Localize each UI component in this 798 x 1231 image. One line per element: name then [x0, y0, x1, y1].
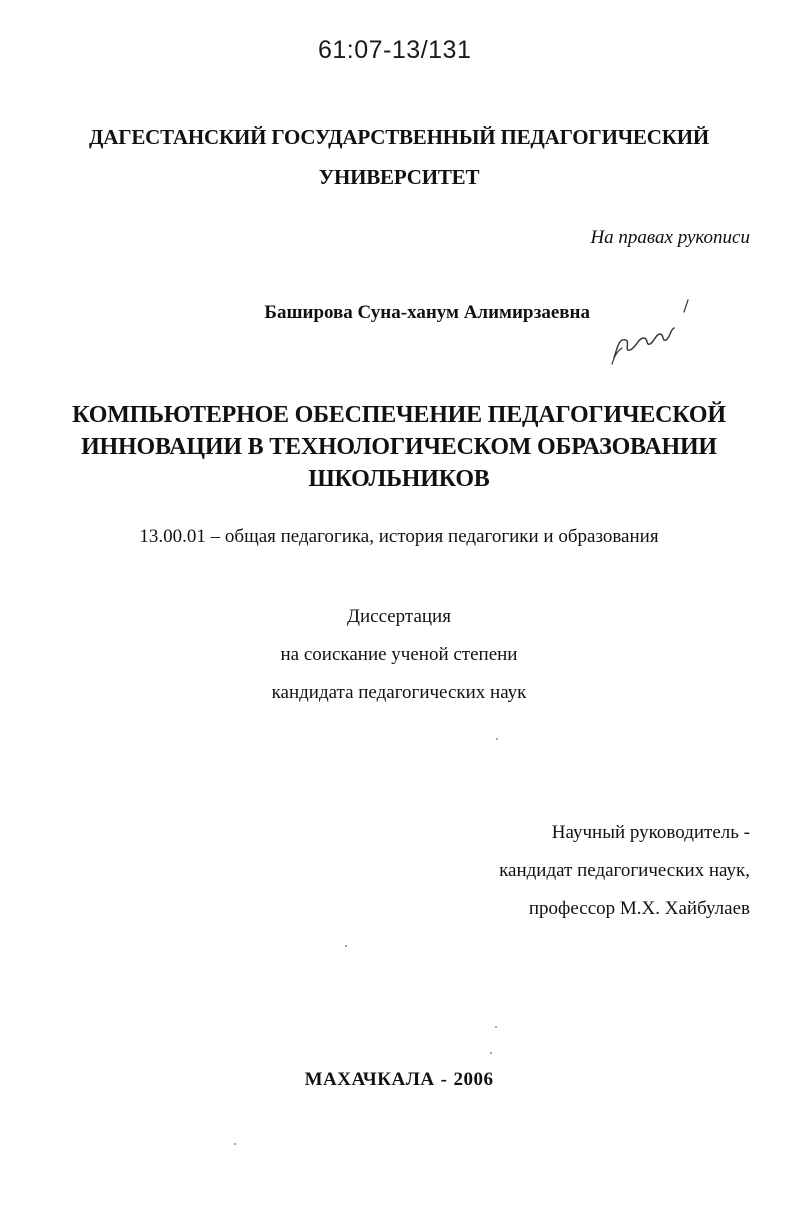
- author-name: Баширова Суна-ханум Алимирзаевна: [264, 302, 590, 323]
- thesis-title-line-3: ШКОЛЬНИКОВ: [308, 466, 490, 492]
- scan-speck: [490, 1052, 492, 1054]
- city-name: МАХАЧКАЛА: [304, 1069, 435, 1090]
- institution-name: [0, 117, 798, 197]
- thesis-title-line-1: КОМПЬЮТЕРНОЕ ОБЕСПЕЧЕНИЕ ПЕДАГОГИЧЕСКОЙ: [72, 402, 726, 428]
- institution-line-2: УНИВЕРСИТЕТ: [318, 165, 480, 189]
- supervisor-line-2: кандидат педагогических наук,: [499, 860, 750, 881]
- degree-line-2: на соискание ученой степени: [280, 644, 518, 665]
- place-and-year: [0, 1069, 798, 1091]
- scan-speck: [496, 738, 498, 740]
- scan-speck: [234, 1143, 236, 1145]
- institution-line-1: ДАГЕСТАНСКИЙ ГОСУДАРСТВЕННЫЙ ПЕДАГОГИЧЕСКИЙ: [89, 125, 709, 149]
- signature-image: [604, 294, 700, 366]
- catalog-number: 61:07-13/131: [318, 36, 472, 64]
- scan-speck: [345, 945, 347, 947]
- year: 2006: [453, 1069, 494, 1090]
- scan-speck: [495, 1026, 497, 1028]
- supervisor-line-3: профессор М.Х. Хайбулаев: [528, 898, 750, 919]
- thesis-title-line-2: ИННОВАЦИИ В ТЕХНОЛОГИЧЕСКОМ ОБРАЗОВАНИИ: [81, 434, 717, 460]
- degree-statement: [0, 598, 798, 712]
- supervisor-line-1: Научный руководитель -: [551, 822, 750, 843]
- degree-line-3: кандидата педагогических наук: [271, 682, 527, 703]
- rights-note: На правах рукописи: [590, 227, 750, 248]
- specialty-code: 13.00.01 – общая педагогика, история педагогики и образования: [139, 526, 659, 547]
- supervisor-block: [420, 814, 750, 928]
- thesis-title: [0, 399, 798, 495]
- place-year-separator: -: [440, 1069, 448, 1090]
- degree-line-1: Диссертация: [347, 606, 451, 627]
